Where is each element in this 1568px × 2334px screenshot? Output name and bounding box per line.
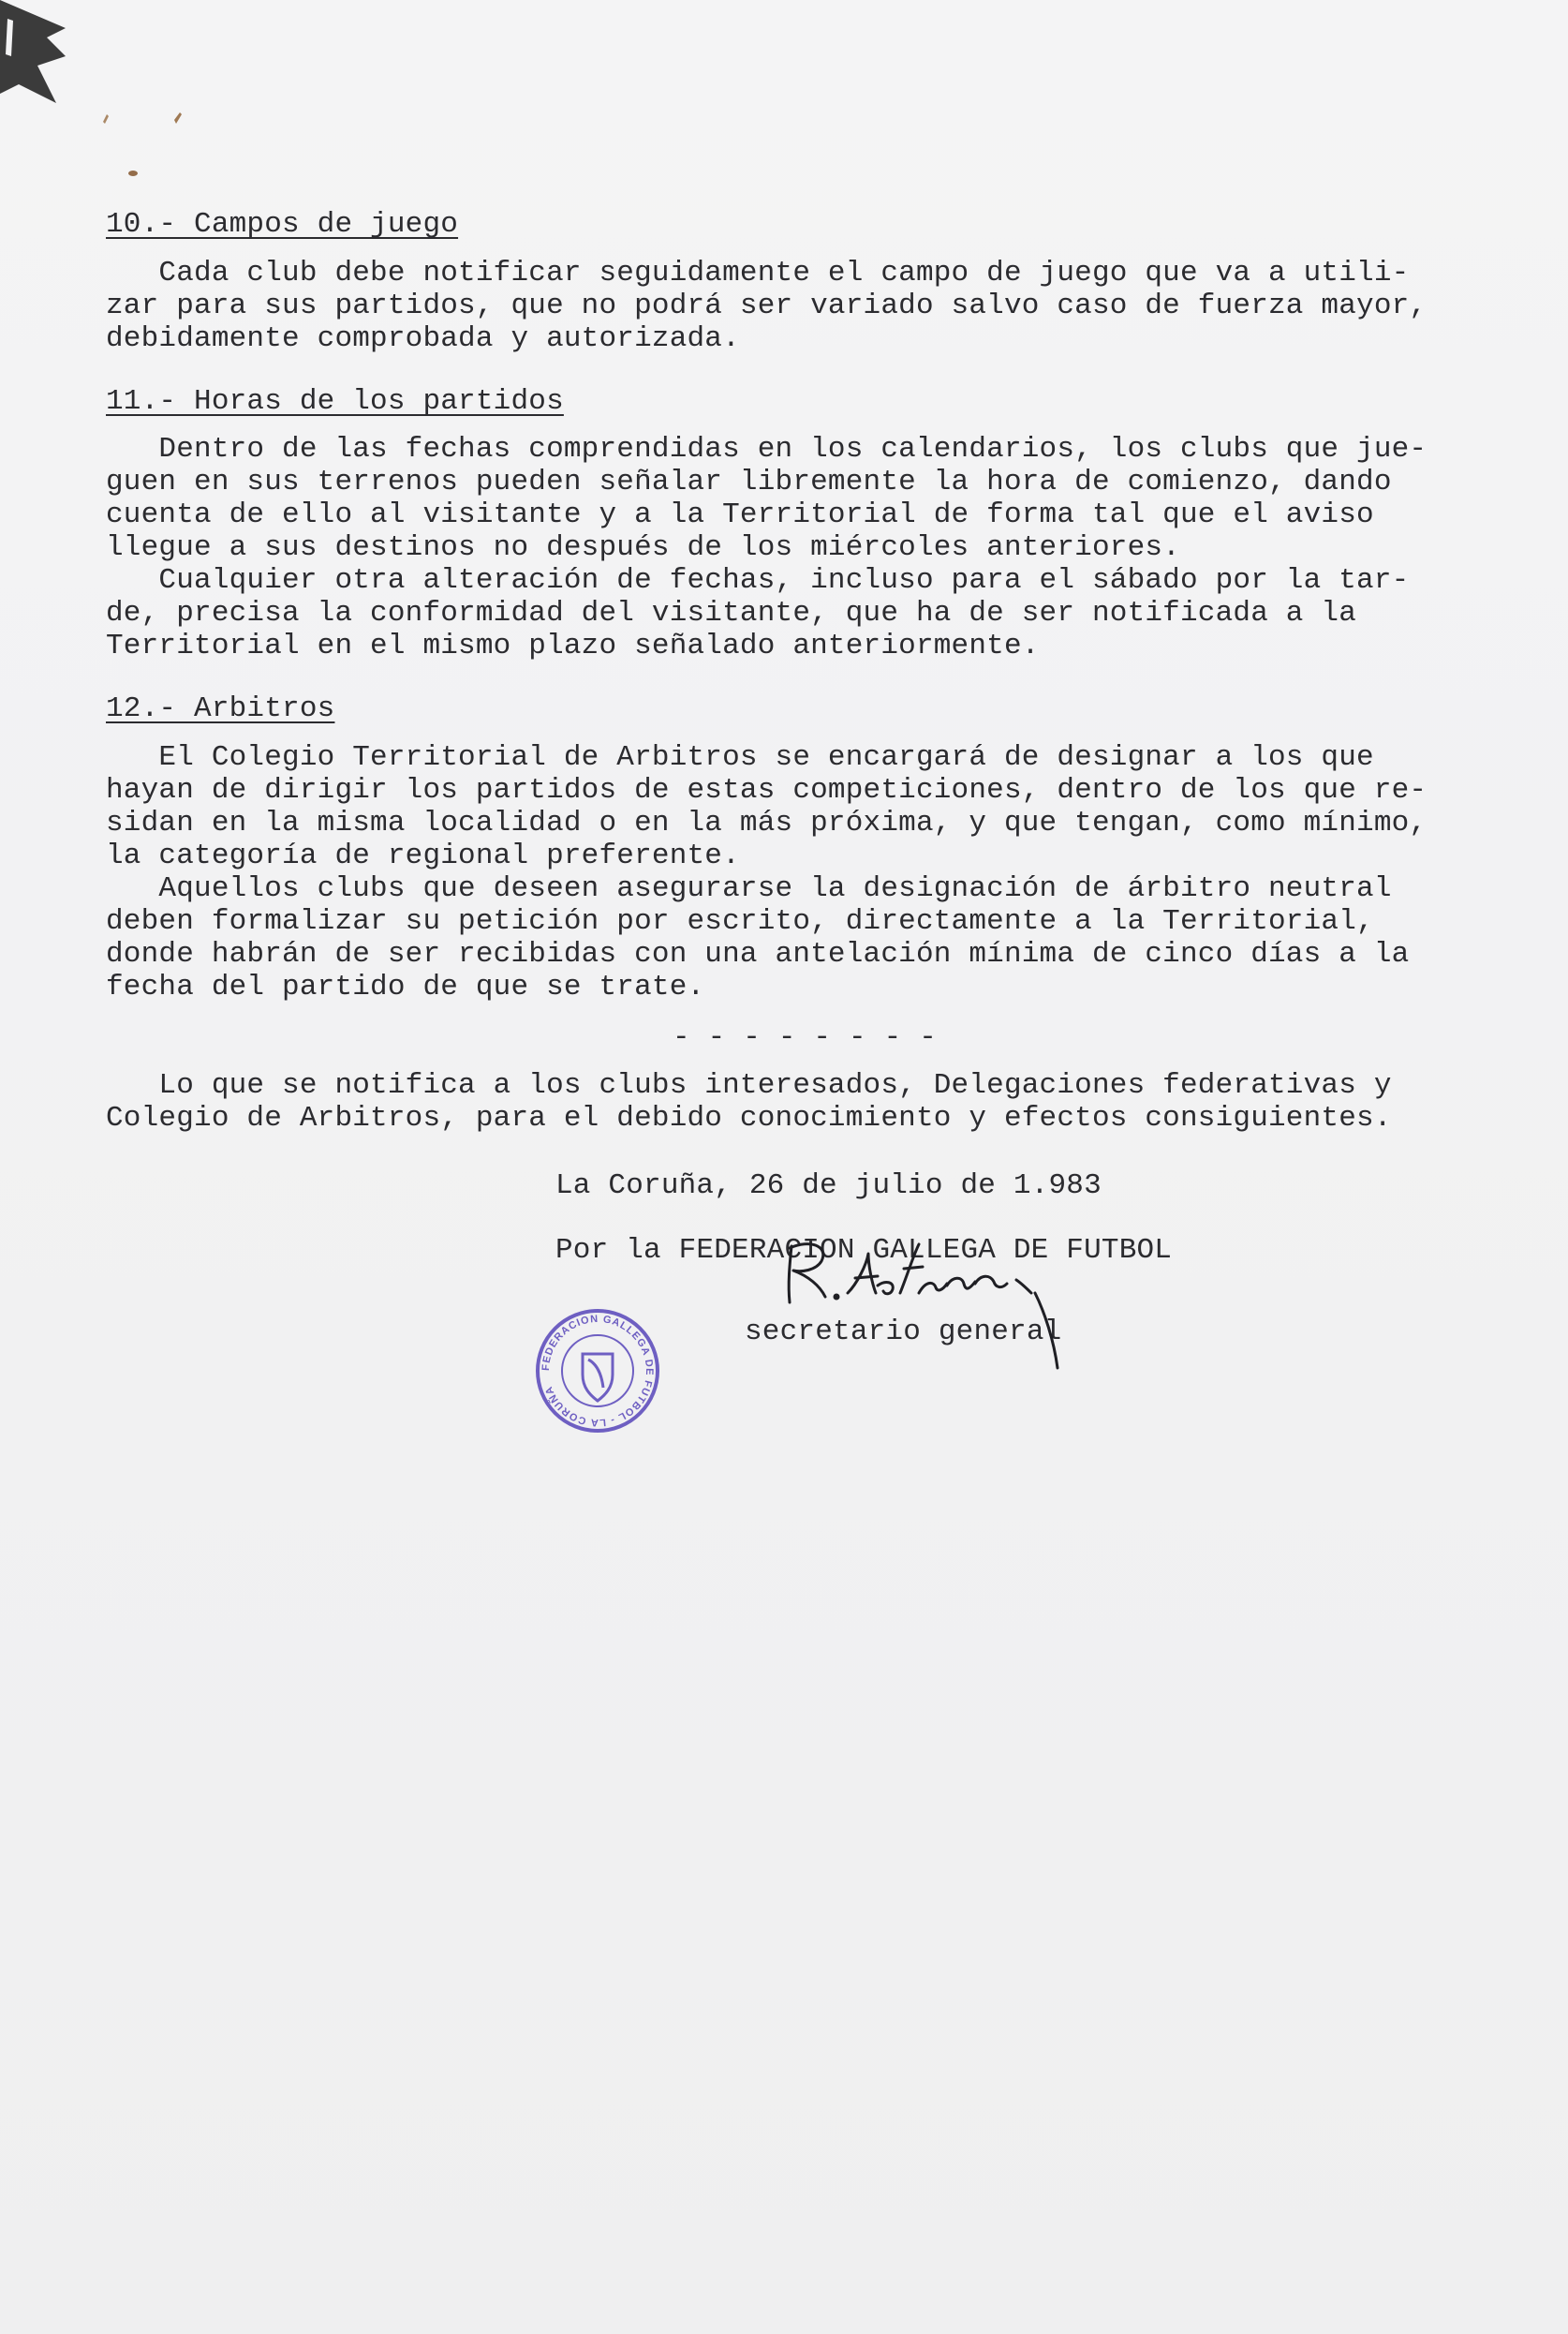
separator-dashes: - - - - - - - - bbox=[673, 1021, 938, 1054]
paragraph-line: fecha del partido de que se trate. bbox=[106, 971, 705, 1003]
paragraph-line: Cualquier otra alteración de fechas, incluso para el sábado por la tar- bbox=[106, 564, 1410, 597]
paragraph-line: debidamente comprobada y autorizada. bbox=[106, 322, 740, 355]
closing-line: Lo que se notifica a los clubs interesados, Delegaciones federativas y bbox=[106, 1069, 1392, 1102]
federation-stamp bbox=[530, 1298, 665, 1444]
closing-line: Colegio de Arbitros, para el debido conocimiento y efectos consiguientes. bbox=[106, 1102, 1392, 1135]
paragraph-line: deben formalizar su petición por escrito, directamente a la Territorial, bbox=[106, 905, 1374, 938]
section-heading-arbitros: 12.- Arbitros bbox=[106, 692, 335, 725]
paragraph-line: cuenta de ello al visitante y a la Territorial de forma tal que el aviso bbox=[106, 498, 1374, 531]
paragraph-line: la categoría de regional preferente. bbox=[106, 840, 740, 872]
paragraph-line: El Colegio Territorial de Arbitros se encargará de designar a los que bbox=[106, 741, 1374, 774]
paragraph-line: sidan en la misma localidad o en la más próxima, y que tengan, como mínimo, bbox=[106, 807, 1427, 840]
paragraph-line: Cada club debe notificar seguidamente el campo de juego que va a utili- bbox=[106, 257, 1410, 290]
torn-corner-mark bbox=[0, 0, 75, 112]
handwritten-signature bbox=[735, 1227, 1147, 1377]
paragraph-line: zar para sus partidos, que no podrá ser variado salvo caso de fuerza mayor, bbox=[106, 290, 1427, 322]
signatory-title: secretario general bbox=[745, 1316, 1062, 1348]
paragraph-line: guen en sus terrenos pueden señalar libremente la hora de comienzo, dando bbox=[106, 466, 1392, 498]
paper-stains bbox=[84, 103, 215, 197]
stamp-text: FEDERACION GALLEGA DE FUTBOL - LA CORUÑA bbox=[540, 1313, 656, 1429]
paragraph-line: Territorial en el mismo plazo señalado anteriormente. bbox=[106, 630, 1040, 662]
paragraph-line: de, precisa la conformidad del visitante, que ha de ser notificada a la bbox=[106, 597, 1357, 630]
paragraph-line: hayan de dirigir los partidos de estas competiciones, dentro de los que re- bbox=[106, 774, 1427, 807]
signatory-organization: Por la FEDERACION GALLEGA DE FUTBOL bbox=[555, 1234, 1173, 1267]
date-line: La Coruña, 26 de julio de 1.983 bbox=[555, 1169, 1102, 1202]
section-heading-horas: 11.- Horas de los partidos bbox=[106, 385, 564, 418]
paragraph-line: Aquellos clubs que deseen asegurarse la designación de árbitro neutral bbox=[106, 872, 1392, 905]
paragraph-line: llegue a sus destinos no después de los miércoles anteriores. bbox=[106, 531, 1180, 564]
paragraph-line: donde habrán de ser recibidas con una antelación mínima de cinco días a la bbox=[106, 938, 1410, 971]
paragraph-line: Dentro de las fechas comprendidas en los calendarios, los clubs que jue- bbox=[106, 433, 1427, 466]
section-heading-campos: 10.- Campos de juego bbox=[106, 208, 459, 241]
